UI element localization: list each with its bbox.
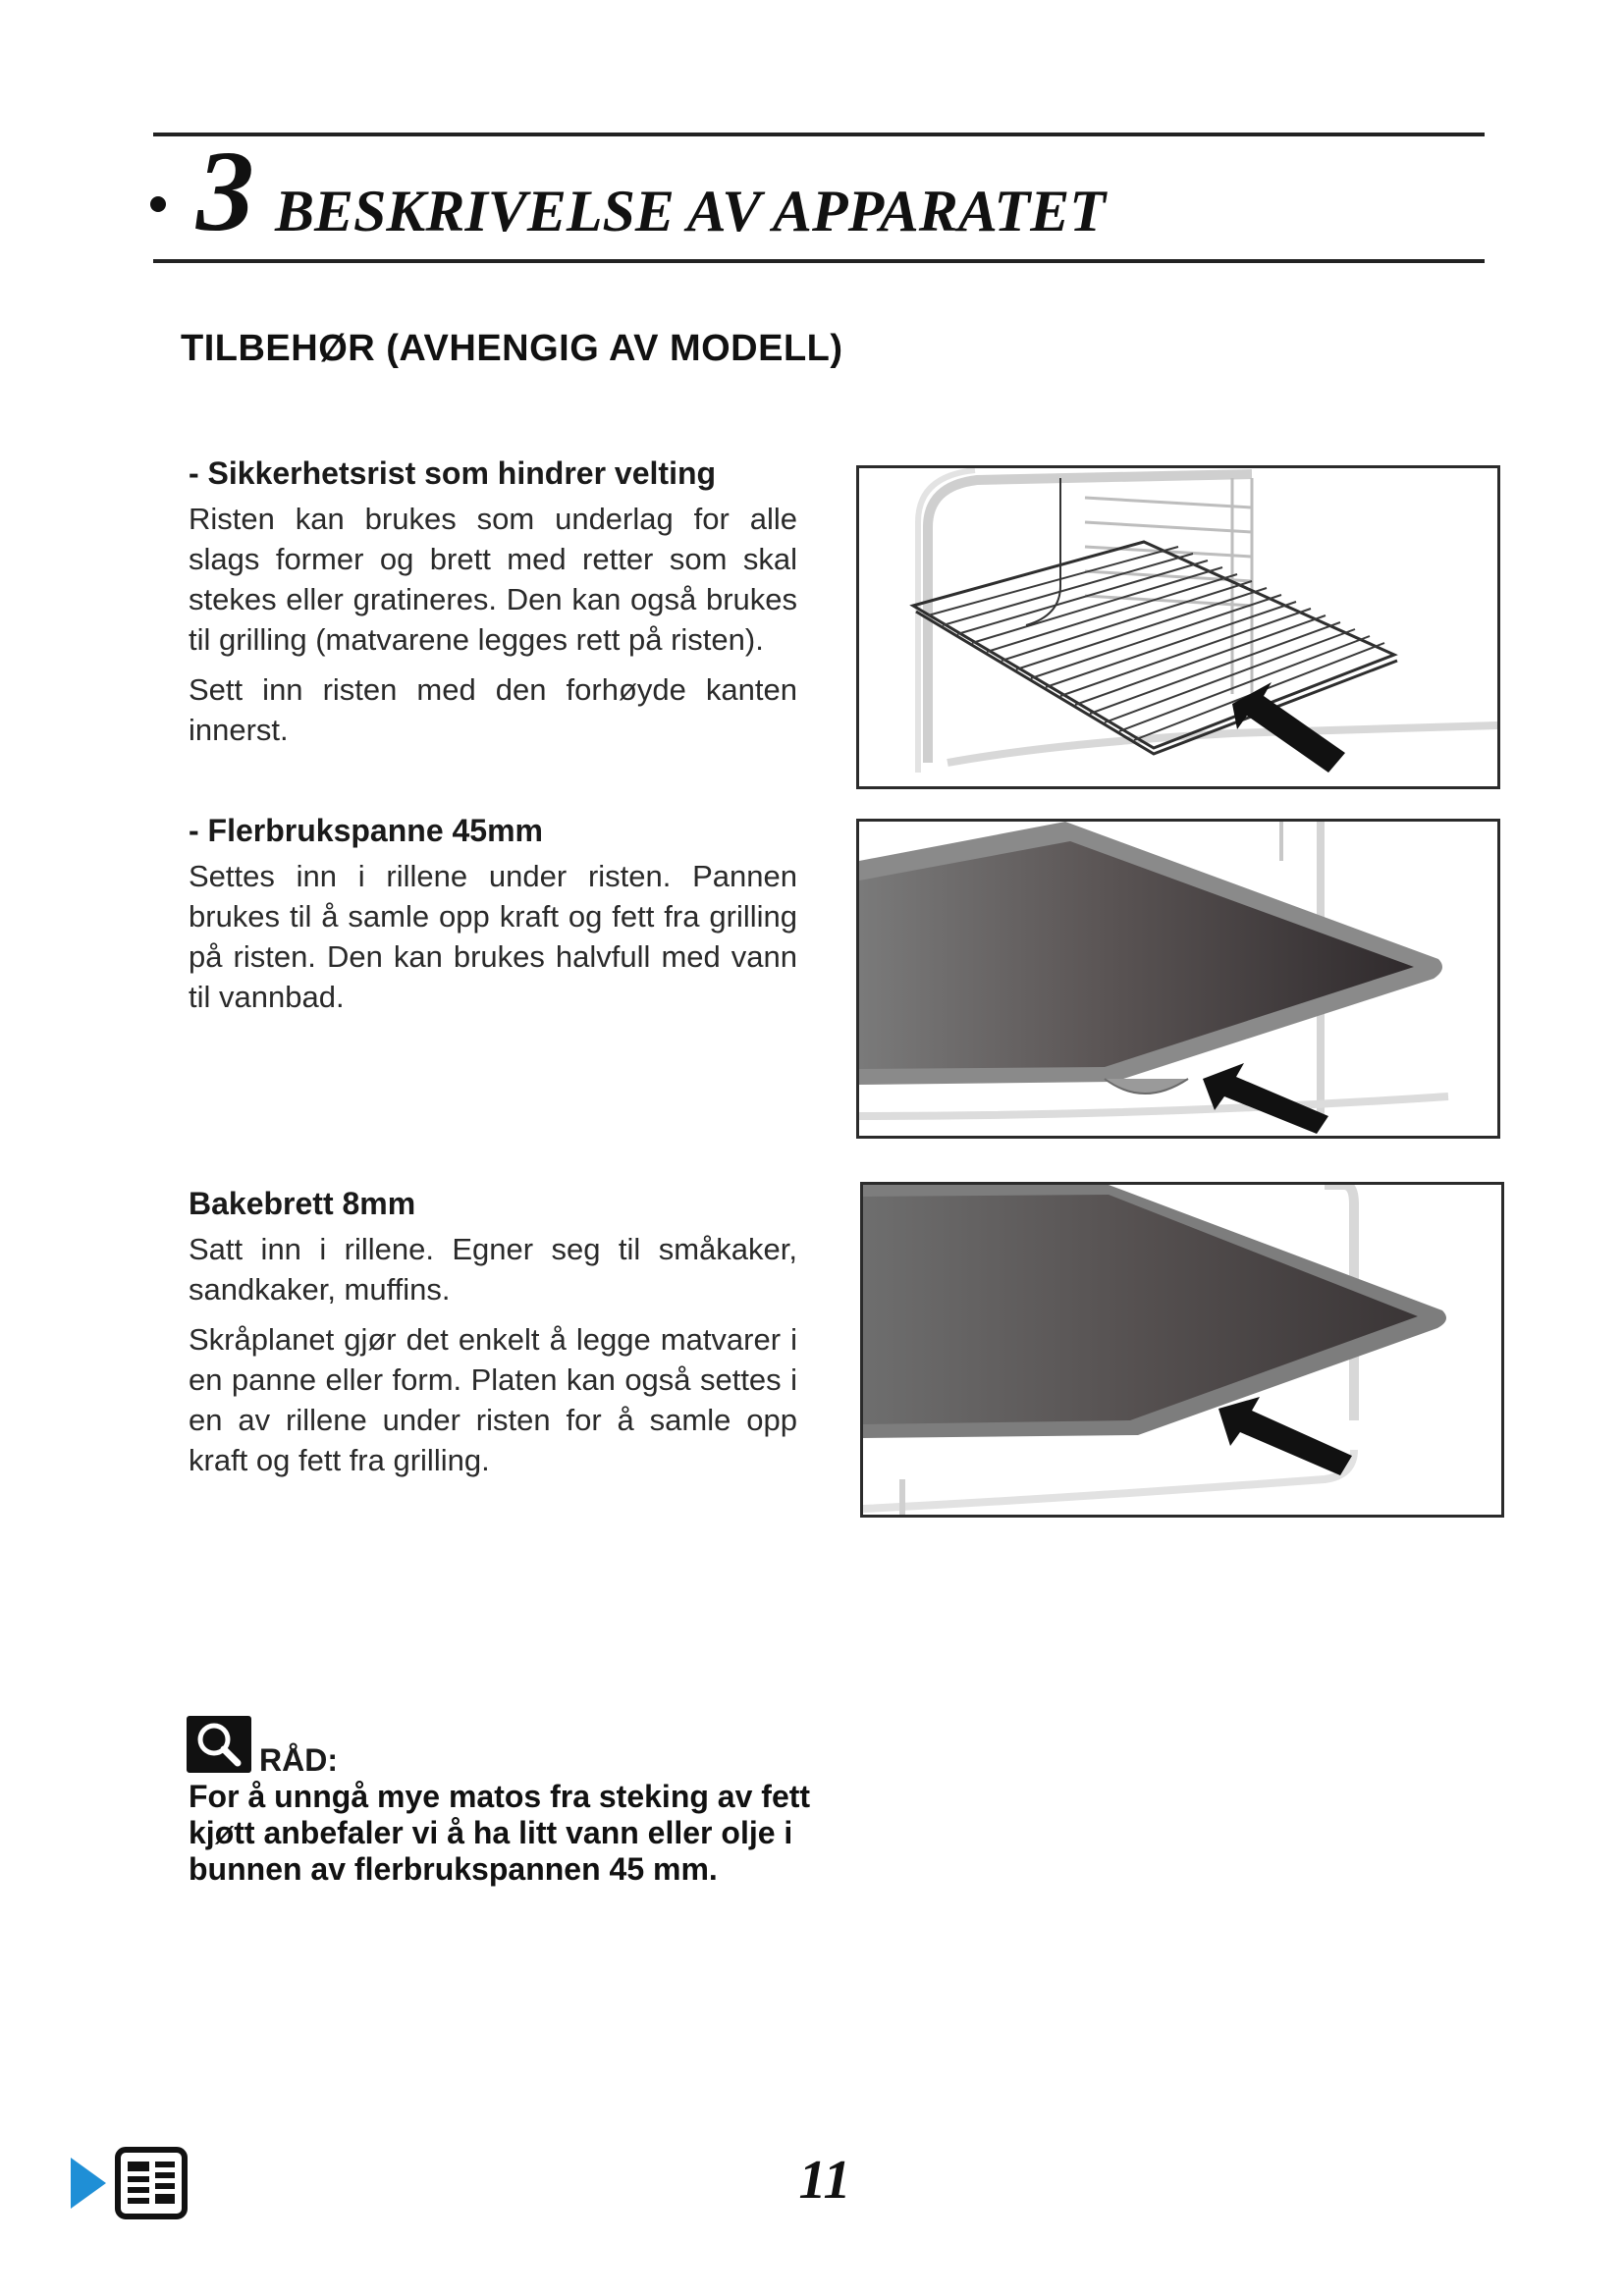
page-number: 11: [798, 2150, 851, 2211]
chapter-number: 3: [196, 127, 254, 255]
table-of-contents-icon[interactable]: [114, 2146, 189, 2220]
accessory-paragraph: Risten kan brukes som underlag for alle slags former og brett med retter som skal stekes eller gratineres. Den kan også brukes til grilling (matvarene legges rett på risten).: [189, 502, 797, 657]
tip-label: RÅD:: [259, 1742, 338, 1778]
accessory-paragraph: Sett inn risten med den forhøyde kanten innerst.: [189, 672, 797, 747]
accessory-paragraph: Satt inn i rillene. Egner seg til småkaker, sandkaker, muffins.: [189, 1232, 797, 1307]
accessory-baking-tray-text: [189, 1184, 797, 1490]
header-rule-top: [153, 133, 1485, 136]
section-title: TILBEHØR (AVHENGIG AV MODELL): [181, 328, 843, 369]
chapter-title: BESKRIVELSE AV APPARATET: [275, 179, 1106, 243]
grid-illustration: [856, 465, 1500, 789]
header-rule-bottom: [153, 259, 1485, 263]
pan-illustration: [856, 819, 1500, 1139]
baking-tray-illustration: [860, 1182, 1504, 1518]
tip-text: For å unngå mye matos fra steking av fett kjøtt anbefaler vi å ha litt vann eller olje i bunnen av flerbrukspannen 45 mm.: [189, 1779, 811, 1887]
accessory-heading: - Flerbrukspanne 45mm: [189, 813, 543, 848]
accessory-paragraph: Settes inn i rillene under risten. Pannen brukes til å samle opp kraft og fett fra grilling på risten. Den kan brukes halvfull med vann til vannbad.: [189, 859, 797, 1014]
magnifier-icon: [187, 1716, 251, 1773]
accessory-grid-text: [189, 454, 797, 760]
accessory-paragraph: Skråplanet gjør det enkelt å legge matvarer i en panne eller form. Platen kan også settes i en av rillene under risten for å samle opp kraft og fett fra grilling.: [189, 1322, 797, 1477]
accessory-pan-text: [189, 811, 797, 1027]
accessory-heading: - Sikkerhetsrist som hindrer velting: [189, 455, 717, 491]
chapter-bullet: [150, 196, 166, 212]
play-arrow-icon[interactable]: [71, 2158, 106, 2209]
accessory-heading: Bakebrett 8mm: [189, 1186, 416, 1221]
